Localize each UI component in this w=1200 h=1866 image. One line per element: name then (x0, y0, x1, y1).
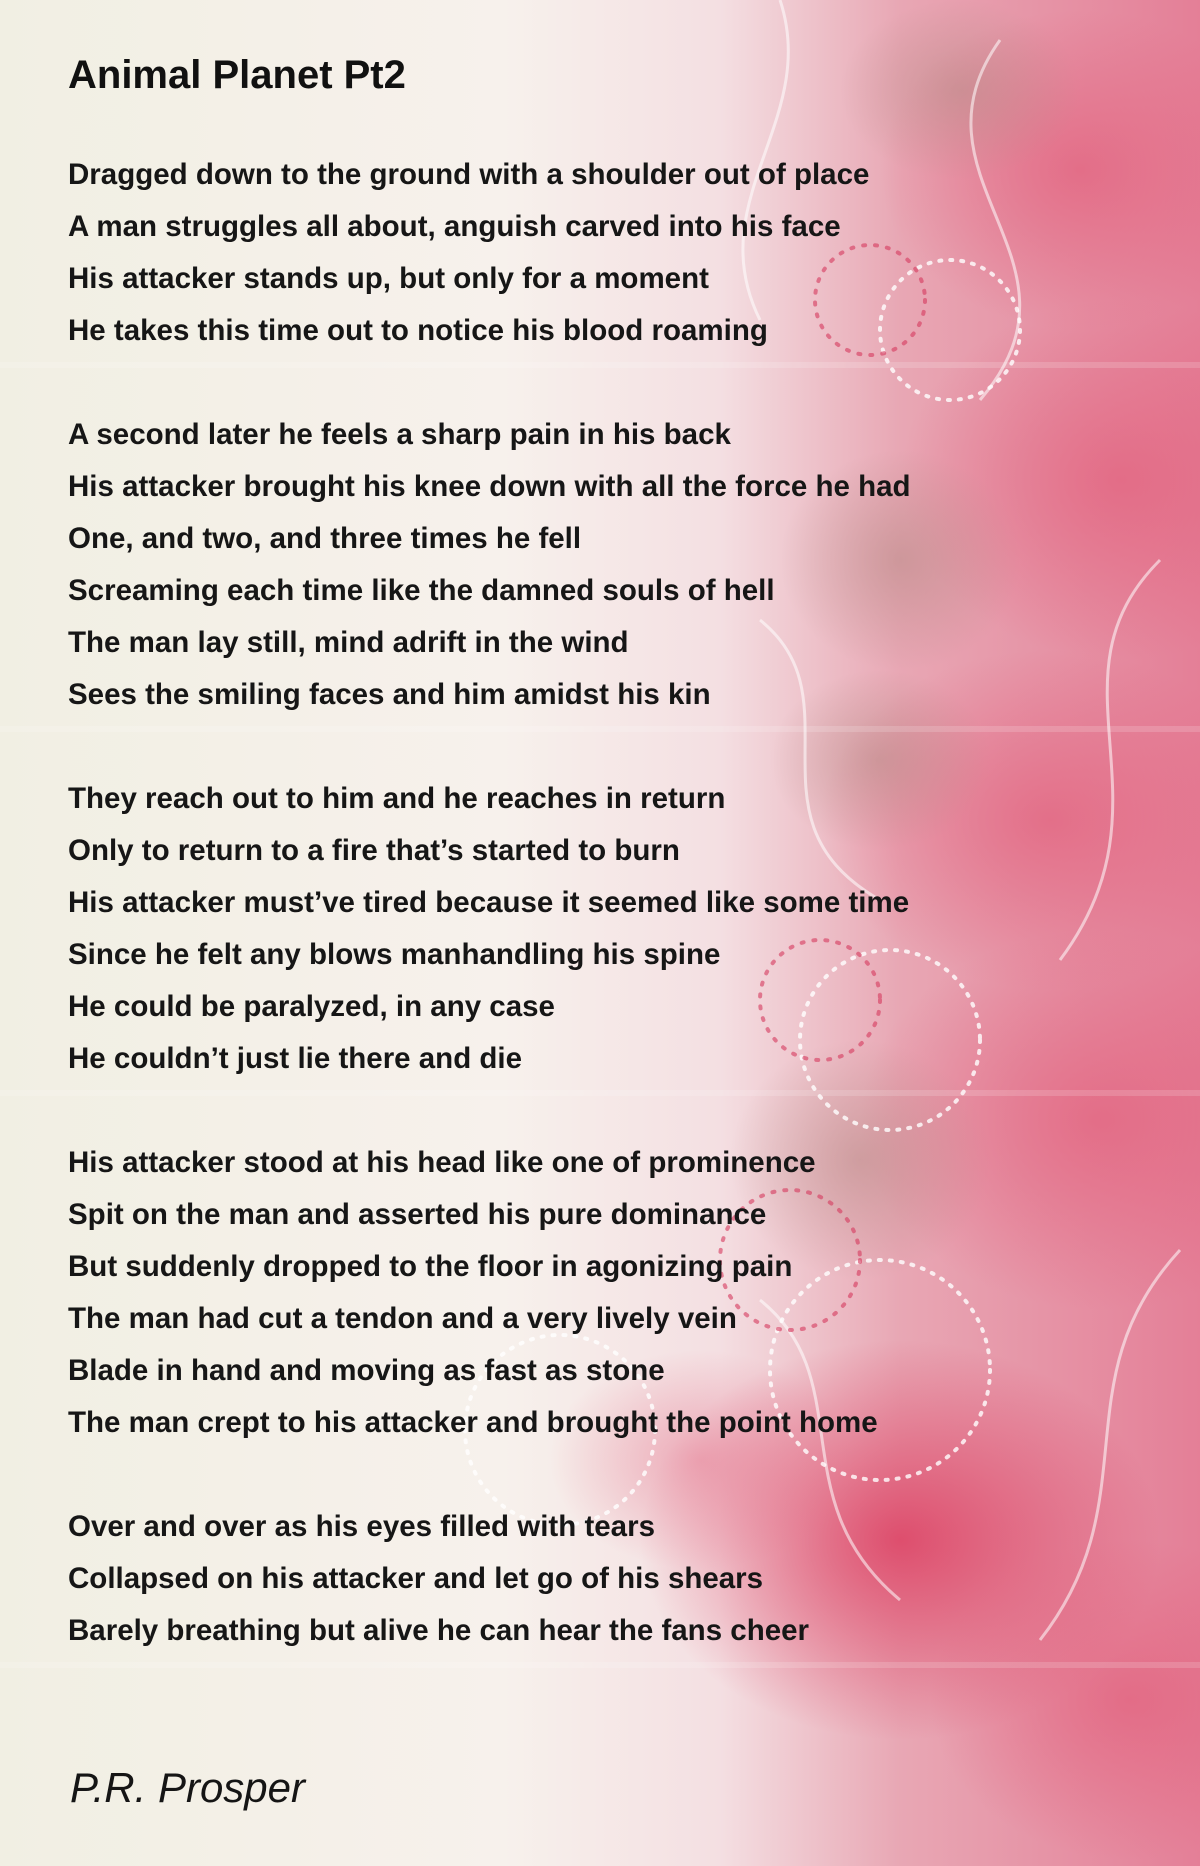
poem-line: His attacker stands up, but only for a moment (68, 262, 709, 295)
poem-line: Over and over as his eyes filled with tears (68, 1510, 655, 1543)
poem-line: The man had cut a tendon and a very lively vein (68, 1302, 737, 1335)
poem-line: Spit on the man and asserted his pure dominance (68, 1198, 767, 1231)
poem-line: The man lay still, mind adrift in the wind (68, 626, 629, 659)
poem-line: Collapsed on his attacker and let go of his shears (68, 1562, 764, 1595)
stanza-2 (68, 409, 911, 721)
poem-line: A man struggles all about, anguish carved into his face (68, 210, 841, 243)
poem-line: One, and two, and three times he fell (68, 522, 582, 555)
stanza-4 (68, 1137, 878, 1449)
poem-line: He could be paralyzed, in any case (68, 990, 555, 1023)
poem-line: Dragged down to the ground with a shoulder out of place (68, 158, 870, 191)
stanza-5 (68, 1501, 809, 1657)
poem-line: Blade in hand and moving as fast as stone (68, 1354, 665, 1387)
poem-line: Since he felt any blows manhandling his spine (68, 938, 721, 971)
poem-line: His attacker brought his knee down with all the force he had (68, 470, 911, 503)
poem-line: He couldn’t just lie there and die (68, 1042, 523, 1075)
poem-line: Barely breathing but alive he can hear the fans cheer (68, 1614, 810, 1647)
poem-line: A second later he feels a sharp pain in his back (68, 418, 731, 451)
poem-line: Screaming each time like the damned souls of hell (68, 574, 775, 607)
poem-line: But suddenly dropped to the floor in agonizing pain (68, 1250, 793, 1283)
poem-line: His attacker stood at his head like one of prominence (68, 1146, 816, 1179)
poem-line: He takes this time out to notice his blood roaming (68, 314, 768, 347)
poem-title: Animal Planet Pt2 (68, 53, 406, 97)
poem-line: The man crept to his attacker and brought the point home (68, 1406, 878, 1439)
poem-line: His attacker must’ve tired because it seemed like some time (68, 886, 910, 919)
stanza-3 (68, 773, 909, 1085)
stanza-1 (68, 149, 869, 357)
poem-author: P.R. Prosper (70, 1764, 305, 1811)
poem-line: Only to return to a fire that’s started to burn (68, 834, 680, 867)
poem-line: Sees the smiling faces and him amidst his kin (68, 678, 711, 711)
poem-line: They reach out to him and he reaches in return (68, 782, 726, 815)
